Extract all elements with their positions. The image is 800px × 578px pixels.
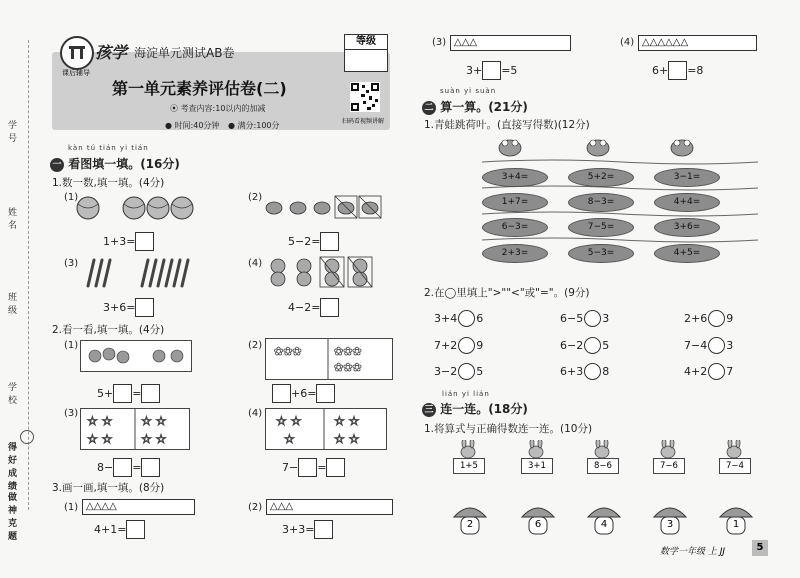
- student-number-label: 学号: [8, 121, 18, 144]
- section1-pinyin: kàn tú tián yi tián: [68, 144, 149, 152]
- answer-box[interactable]: [126, 520, 145, 539]
- grade-box[interactable]: [344, 34, 388, 72]
- compare-item: 3−2 5: [434, 365, 484, 378]
- lily-pad[interactable]: 4+4=: [654, 193, 720, 212]
- draw-box-4[interactable]: △△△△△△: [638, 35, 757, 51]
- logo-subtitle: 课后辅导: [62, 69, 90, 77]
- lily-pad[interactable]: 5+2=: [568, 168, 634, 187]
- answer-box[interactable]: [272, 384, 291, 403]
- page-number: 5: [752, 540, 768, 556]
- compare-item: 6−2 5: [560, 339, 610, 352]
- compare-circle[interactable]: [584, 337, 601, 354]
- compare-circle[interactable]: [458, 310, 475, 327]
- answer-box[interactable]: [668, 61, 687, 80]
- s1-q1-3-equation: 3+6=: [103, 298, 154, 317]
- sticks-image: [84, 256, 204, 290]
- brand-name: 孩学: [95, 43, 128, 62]
- grade-label: 等级: [345, 35, 387, 50]
- mushroom-icon[interactable]: 2: [452, 505, 488, 535]
- svg-text:☆ ☆: ☆ ☆: [87, 414, 113, 428]
- lily-pad[interactable]: 8−3=: [568, 193, 634, 212]
- svg-text:☆ ☆: ☆ ☆: [87, 432, 113, 446]
- stars-panel: [80, 408, 190, 450]
- answer-box[interactable]: [326, 458, 345, 477]
- stars-panel-2: [265, 408, 387, 450]
- s1-q2-text: 2.看一看,填一填。(4分): [52, 324, 165, 336]
- page-title: 第一单元素养评估卷(二): [112, 79, 287, 98]
- s2-q1-text: 1.青蛙跳荷叶。(直接写得数)(12分): [424, 119, 590, 131]
- answer-box[interactable]: [113, 458, 132, 477]
- balls-image: [74, 194, 204, 222]
- answer-box[interactable]: [316, 384, 335, 403]
- compare-circle[interactable]: [708, 363, 725, 380]
- compare-circle[interactable]: [708, 337, 725, 354]
- section1-title: 一 看图填一填。(16分): [50, 155, 180, 172]
- s1-q2-4-equation: 7− =: [282, 458, 345, 477]
- lily-pad[interactable]: 4+5=: [654, 244, 720, 263]
- answer-box[interactable]: [320, 232, 339, 251]
- compare-item: 4+2 7: [684, 365, 734, 378]
- mushroom-icon[interactable]: 1: [718, 505, 754, 535]
- section2-pinyin: suàn yi suàn: [440, 87, 497, 95]
- exam-scope: ⦿ 考查内容:10以内的加减: [170, 104, 266, 113]
- lily-pad[interactable]: 5−3=: [568, 244, 634, 263]
- s1-q2-2-equation: +6=: [272, 384, 335, 403]
- worksheet-page: 学号 姓名 班级 学校 得好成绩 做神克题 课后辅导 孩学 海淀单元测试AB卷 等级 第一单元素养评估卷(二) ⦿ 考查内容:10以内的加减 ● 时间:40分钟 ● 满分:100分 扫码看视频讲解 kàn tú tián yi tián 一 看图填一填。(16分) 1.数一数,填一填。(4分) (1) 1+3= (2) 5−2= (3) 3+6= (4) 4−2= 2.看一看,填一填。(4分) (1) 5+ = (2) ✿✿✿ ✿✿✿ ✿✿✿ +6= (3) ☆ ☆ ☆ ☆ ☆ ☆ ☆ ☆ 8− = (4) ☆ ☆ ☆ ☆ ☆ ☆ ☆ 7− = 3.画一画,填一填。(8分) (1) △△△△ 4+1= (2) △△△ 3+3= (3) △△△ 3+ =5 (4) △△△△△△ 6+ =8 suàn yi suàn 二 算一算。(21分) 1.青蛙跳荷叶。(直接写得数)(12分) 3+4= 5+2= 3−1= 1+7= 8−3= 4+4= 6−3= 7−5= 3+6= 2+3= 5−3= 4+5= 2.在◯里填上">""<"或"="。(9分) 3+4 6 6−5 3 2+6 9 7+2 9 6−2 5 7−4 3 3−2 5 6+3 8 4+2 7 lián yi lián 三 连一连。(18分) 1.将算式与正确得数连一连。(10分) 1+5 3+1 8−6 7−6 7−4 2 6 4 3 1 数学一年级 上 JJ 5: [0, 0, 800, 578]
- svg-text:✿✿✿: ✿✿✿: [334, 345, 362, 358]
- compare-item: 2+6 9: [684, 312, 734, 325]
- compare-item: 6+3 8: [560, 365, 610, 378]
- slogan-1: 得好成绩: [8, 443, 18, 492]
- answer-box[interactable]: [135, 298, 154, 317]
- s1-q3-text: 3.画一画,填一填。(8分): [52, 482, 165, 494]
- s1-q1-2-equation: 5−2=: [288, 232, 339, 251]
- s1-q1-4-equation: 4−2=: [288, 298, 339, 317]
- s3-q1-text: 1.将算式与正确得数连一连。(10分): [424, 423, 593, 435]
- frog-pond: [482, 138, 758, 268]
- exam-time: ● 时间:40分钟: [165, 121, 220, 130]
- lily-pad[interactable]: 7−5=: [568, 218, 634, 237]
- lily-pad[interactable]: 6−3=: [482, 218, 548, 237]
- lily-pad[interactable]: 1+7=: [482, 193, 548, 212]
- draw-box-2[interactable]: △△△: [266, 499, 393, 515]
- s1-q3-1-equation: 4+1=: [94, 520, 145, 539]
- compare-circle[interactable]: [708, 310, 725, 327]
- draw-box-1[interactable]: △△△△: [82, 499, 195, 515]
- s1-q1-1-equation: 1+3=: [103, 232, 154, 251]
- answer-box[interactable]: [320, 298, 339, 317]
- lily-pad[interactable]: 2+3=: [482, 244, 548, 263]
- answer-box[interactable]: [482, 61, 501, 80]
- qr-caption: 扫码看视频讲解: [342, 118, 385, 125]
- expression-card[interactable]: 7−4: [719, 458, 751, 474]
- name-label: 姓名: [8, 208, 18, 231]
- s1-q2-3-equation: 8− =: [97, 458, 160, 477]
- svg-text:✿✿✿: ✿✿✿: [334, 361, 362, 374]
- draw-box-3[interactable]: △△△: [450, 35, 571, 51]
- series-name: 海淀单元测试AB卷: [134, 46, 235, 60]
- s1-q3-3-equation: 3+ =5: [466, 61, 517, 80]
- compare-circle[interactable]: [584, 363, 601, 380]
- compare-circle[interactable]: [584, 310, 601, 327]
- answer-box[interactable]: [141, 458, 160, 477]
- compare-item: 3+4 6: [434, 312, 484, 325]
- qr-code[interactable]: [350, 82, 380, 112]
- bears-image: [266, 256, 376, 288]
- section3-title: 三 连一连。(18分): [422, 400, 528, 417]
- check-icon: [20, 430, 34, 444]
- footer-subject: 数学一年级 上 JJ: [660, 547, 726, 557]
- expression-card[interactable]: 3+1: [521, 458, 553, 474]
- svg-text:✿✿✿: ✿✿✿: [274, 345, 302, 358]
- s1-q2-1-equation: 5+ =: [97, 384, 160, 403]
- svg-text:☆ ☆: ☆ ☆: [141, 432, 167, 446]
- class-label: 班级: [8, 293, 18, 316]
- flowers-panel: [265, 338, 393, 380]
- svg-text:☆ ☆: ☆ ☆: [276, 414, 302, 428]
- expression-card[interactable]: 8−6: [587, 458, 619, 474]
- dots-panel: [80, 340, 192, 372]
- svg-text:☆ ☆: ☆ ☆: [141, 414, 167, 428]
- exam-score: ● 满分:100分: [228, 121, 280, 130]
- svg-text:☆ ☆: ☆ ☆: [334, 432, 360, 446]
- lily-pad[interactable]: 3−1=: [654, 168, 720, 187]
- s1-q3-2-equation: 3+3=: [282, 520, 333, 539]
- s1-q1-text: 1.数一数,填一填。(4分): [52, 177, 165, 189]
- compare-circle[interactable]: [458, 363, 475, 380]
- answer-box[interactable]: [298, 458, 317, 477]
- s2-q2-text: 2.在◯里填上">""<"或"="。(9分): [424, 287, 590, 299]
- s1-q3-4-equation: 6+ =8: [652, 61, 703, 80]
- expression-card[interactable]: 7−6: [653, 458, 685, 474]
- compare-circle[interactable]: [458, 337, 475, 354]
- expression-card[interactable]: 1+5: [453, 458, 485, 474]
- answer-box[interactable]: [135, 232, 154, 251]
- compare-item: 7+2 9: [434, 339, 484, 352]
- mushroom-icon[interactable]: 3: [652, 505, 688, 535]
- mushroom-icon[interactable]: 4: [586, 505, 622, 535]
- mushroom-icon[interactable]: 6: [520, 505, 556, 535]
- section2-title: 二 算一算。(21分): [422, 98, 528, 115]
- section3-pinyin: lián yi lián: [442, 390, 490, 398]
- answer-box[interactable]: [141, 384, 160, 403]
- lily-pad[interactable]: 3+6=: [654, 218, 720, 237]
- svg-text:☆ ☆: ☆ ☆: [334, 414, 360, 428]
- compare-item: 7−4 3: [684, 339, 734, 352]
- answer-box[interactable]: [113, 384, 132, 403]
- bees-image: [262, 194, 382, 220]
- svg-text:☆: ☆: [284, 432, 295, 446]
- slogan-2: 做神克题: [8, 493, 18, 542]
- compare-item: 6−5 3: [560, 312, 610, 325]
- answer-box[interactable]: [314, 520, 333, 539]
- lily-pad[interactable]: 3+4=: [482, 168, 548, 187]
- school-label: 学校: [8, 383, 18, 406]
- logo-icon: [60, 36, 94, 70]
